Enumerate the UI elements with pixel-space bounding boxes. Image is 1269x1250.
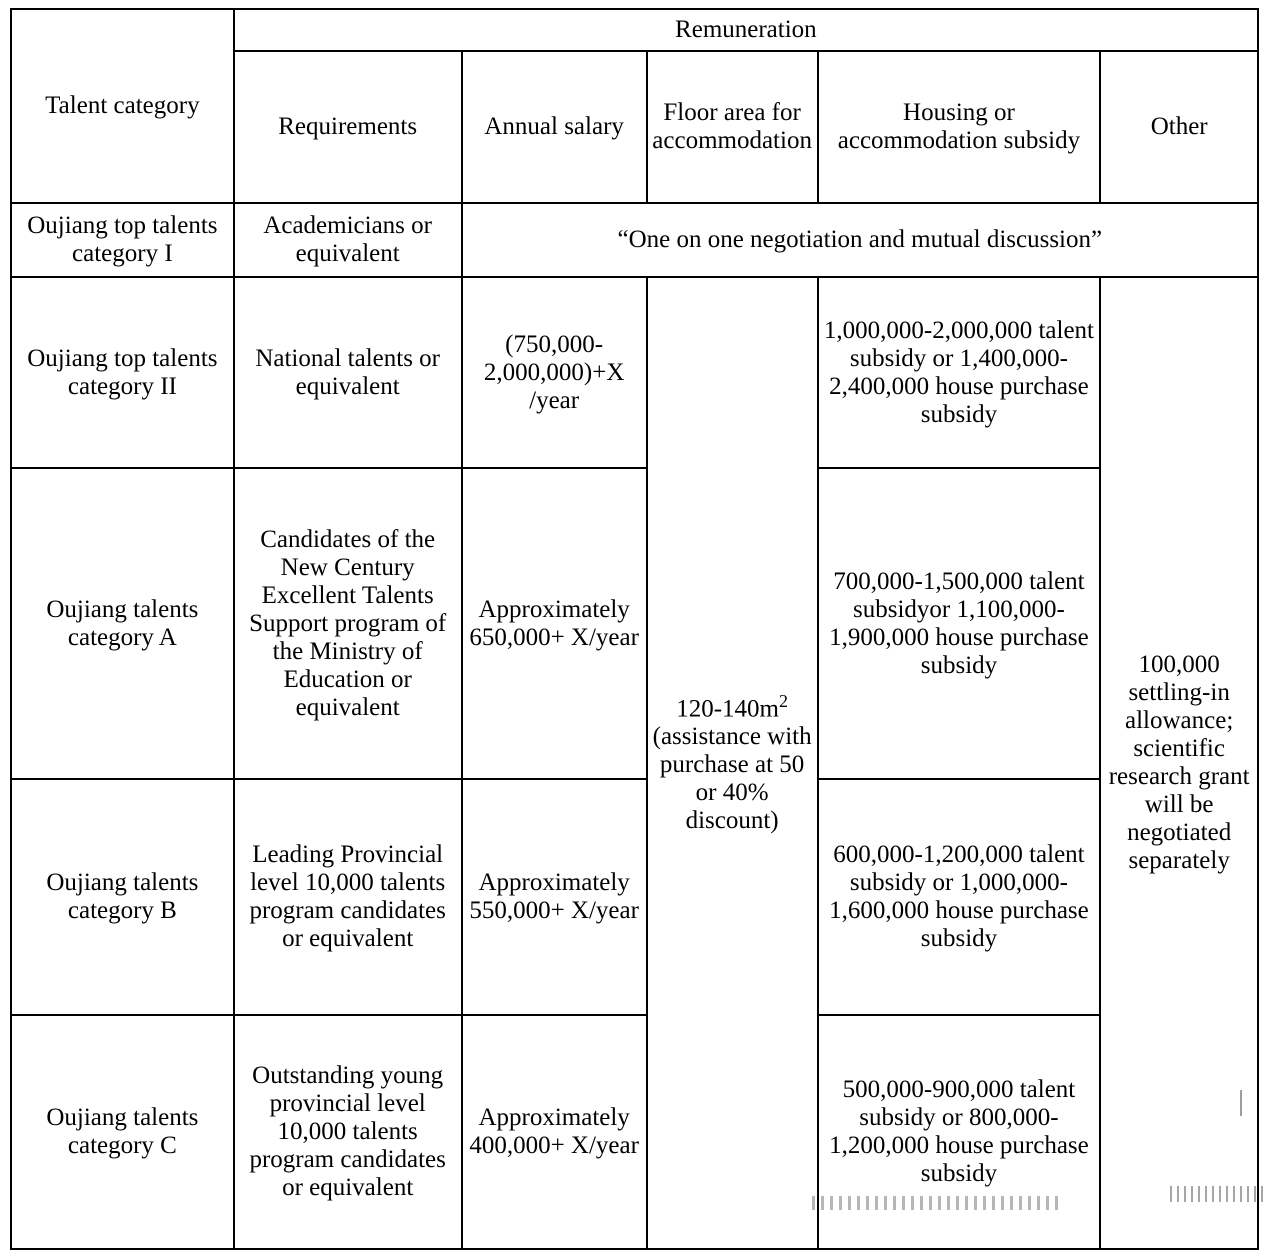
- cell-category: Oujiang talents category C: [11, 1015, 234, 1249]
- cell-category: Oujiang top talents category I: [11, 203, 234, 277]
- cell-housing-subsidy: 700,000-1,500,000 talent subsidyor 1,100,000-1,900,000 house purchase subsidy: [818, 468, 1101, 779]
- floor-area-value: 120-140m: [676, 695, 780, 723]
- cell-annual-salary: Approximately 650,000+ X/year: [462, 468, 647, 779]
- header-other: Other: [1100, 51, 1258, 203]
- header-annual-salary: Annual salary: [462, 51, 647, 203]
- table-row: [11, 468, 1258, 779]
- cell-housing-subsidy: 600,000-1,200,000 talent subsidy or 1,000,000-1,600,000 house purchase subsidy: [818, 779, 1101, 1015]
- table-row: [11, 277, 1258, 468]
- cell-annual-salary: (750,000-2,000,000)+X /year: [462, 277, 647, 468]
- cell-annual-salary: Approximately 550,000+ X/year: [462, 779, 647, 1015]
- header-requirements: Requirements: [234, 51, 462, 203]
- cell-floor-area: [647, 277, 818, 1249]
- cell-requirements: Leading Provincial level 10,000 talents program candidates or equivalent: [234, 779, 462, 1015]
- cell-annual-salary: Approximately 400,000+ X/year: [462, 1015, 647, 1249]
- cell-requirements: Academicians or equivalent: [234, 203, 462, 277]
- table-header-row-top: [11, 9, 1258, 51]
- cell-requirements: National talents or equivalent: [234, 277, 462, 468]
- table-row: [11, 1015, 1258, 1249]
- header-housing-subsidy: Housing or accommodation subsidy: [818, 51, 1101, 203]
- talent-remuneration-table: [10, 8, 1259, 1250]
- cell-other: 100,000 settling-in allowance; scientific research grant will be negotiated separately: [1100, 277, 1258, 1249]
- table-row: [11, 203, 1258, 277]
- table-row: [11, 779, 1258, 1015]
- header-floor-area: Floor area for accommodation: [647, 51, 818, 203]
- cell-category: Oujiang talents category B: [11, 779, 234, 1015]
- cell-requirements: Candidates of the New Century Excellent Talents Support program of the Ministry of Education or equivalent: [234, 468, 462, 779]
- cell-category: Oujiang talents category A: [11, 468, 234, 779]
- floor-area-detail: (assistance with purchase at 50 or 40% discount): [652, 723, 812, 835]
- cell-category: Oujiang top talents category II: [11, 277, 234, 468]
- cell-requirements: Outstanding young provincial level 10,000 talents program candidates or equivalent: [234, 1015, 462, 1249]
- header-talent-category: Talent category: [11, 9, 234, 203]
- cell-housing-subsidy: 1,000,000-2,000,000 talent subsidy or 1,400,000-2,400,000 house purchase subsidy: [818, 277, 1101, 468]
- header-remuneration: Remuneration: [234, 9, 1258, 51]
- cell-housing-subsidy: 500,000-900,000 talent subsidy or 800,000-1,200,000 house purchase subsidy: [818, 1015, 1101, 1249]
- cell-negotiation-note: “One on one negotiation and mutual discussion”: [462, 203, 1258, 277]
- floor-area-exponent: 2: [779, 690, 789, 711]
